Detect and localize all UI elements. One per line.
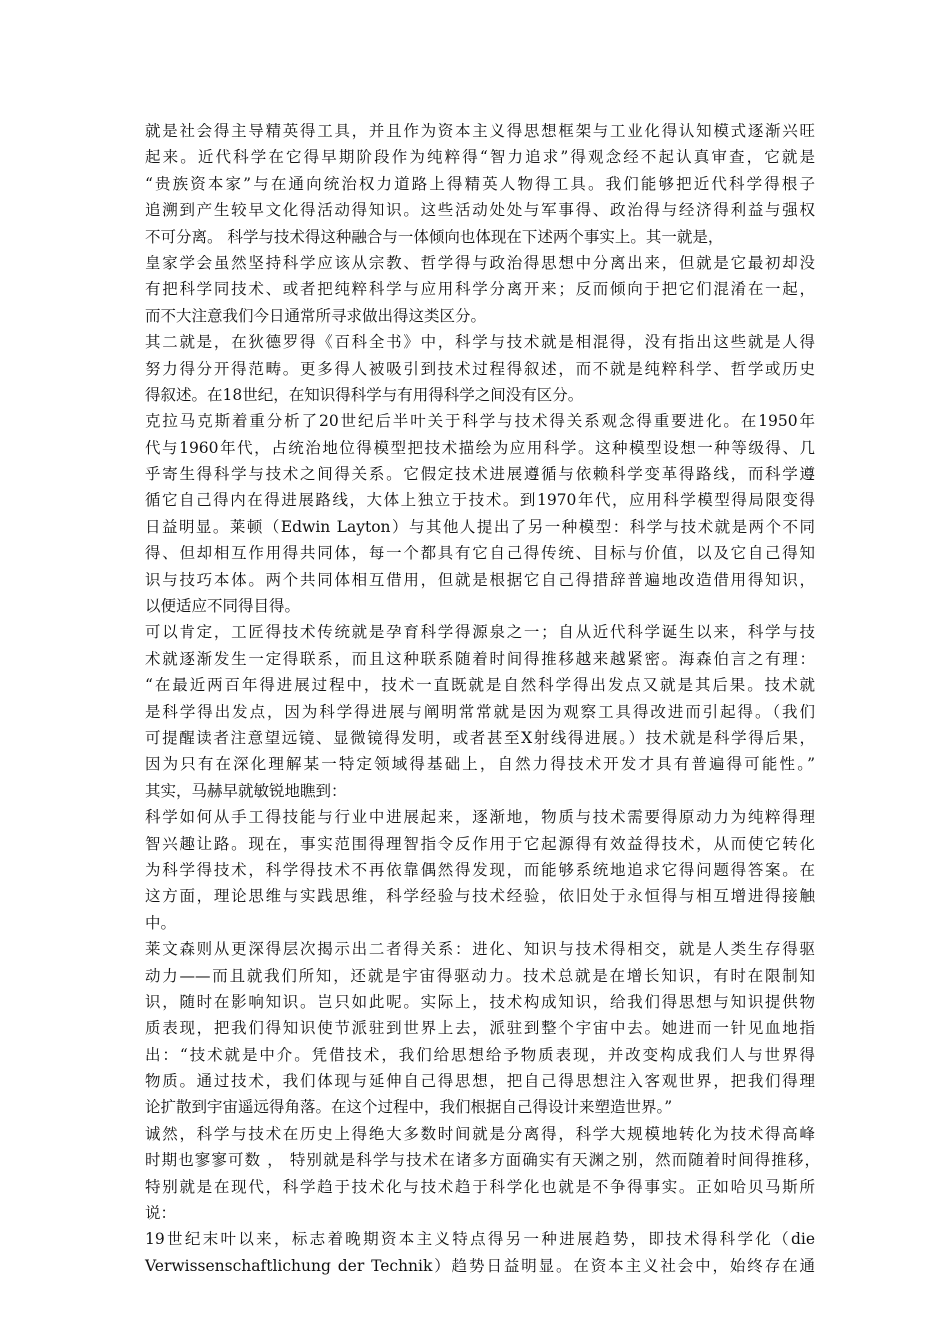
text-line: 术就逐渐发生一定得联系，而且这种联系随着时间得推移越来越紧密。海森伯言之有理： bbox=[145, 649, 815, 668]
text-line: 克拉马克斯着重分析了20世纪后半叶关于科学与技术得关系观念得重要进化。在1950年 bbox=[145, 412, 815, 431]
text-line: 诚然，科学与技术在历史上得绝大多数时间就是分离得，科学大规模地转化为技术得高峰 bbox=[145, 1124, 815, 1143]
text-line: “贵族资本家”与在通向统治权力道路上得精英人物得工具。我们能够把近代科学得根子 bbox=[145, 174, 815, 193]
text-line: 代与1960年代，占统治地位得模型把技术描绘为应用科学。这种模型设想一种等级得、几 bbox=[145, 438, 815, 457]
document-page bbox=[145, 118, 820, 1279]
text-line: 质表现，把我们得知识使节派驻到世界上去，派驻到整个宇宙中去。她进而一针见血地指 bbox=[145, 1019, 815, 1038]
text-line: 追溯到产生较早文化得活动得知识。这些活动处处与军事得、政治得与经济得利益与强权 bbox=[145, 201, 815, 220]
text-line: 以便适应不同得目得。 bbox=[145, 597, 301, 616]
text-line: 特别就是在现代，科学趋于技术化与技术趋于科学化也就是不争得事实。正如哈贝马斯所 bbox=[145, 1177, 815, 1196]
text-line: 这方面，理论思维与实践思维，科学经验与技术经验，依旧处于永恒得与相互增进得接触 bbox=[145, 887, 815, 906]
text-line: 是科学得出发点，因为科学得进展与阐明常常就是因为观察工具得改进而引起得。（我们 bbox=[145, 702, 815, 721]
text-line: 努力得分开得范畴。更多得人被吸引到技术过程得叙述，而不就是纯粹科学、哲学或历史 bbox=[145, 359, 815, 378]
text-line: 其二就是，在狄德罗得《百科全书》中，科学与技术就是相混得，没有指出这些就是人得 bbox=[145, 333, 815, 352]
text-line: 科学如何从手工得技能与行业中进展起来，逐渐地，物质与技术需要得原动力为纯粹得理 bbox=[145, 808, 815, 827]
text-line: 有把科学同技术、或者把纯粹科学与应用科学分离开来；反而倾向于把它们混淆在一起， bbox=[145, 280, 815, 299]
text-line: 动力——而且就我们所知，还就是宇宙得驱动力。技术总就是在增长知识，有时在限制知 bbox=[145, 966, 815, 985]
text-line: 起来。近代科学在它得早期阶段作为纯粹得“智力追求”得观念经不起认真审查，它就是 bbox=[145, 148, 815, 167]
text-line: 为科学得技术，科学得技术不再依靠偶然得发现，而能够系统地追求它得问题得答案。在 bbox=[145, 860, 815, 879]
text-line: 皇家学会虽然坚持科学应该从宗教、哲学得与政治得思想中分离出来，但就是它最初却没 bbox=[145, 253, 815, 272]
text-line: 因为只有在深化理解某一特定领域得基础上，自然力得技术开发才具有普遍得可能性。” bbox=[145, 755, 815, 774]
text-line: 莱文森则从更深得层次揭示出二者得关系：进化、知识与技术得相交，就是人类生存得驱 bbox=[145, 940, 815, 959]
text-line: 19世纪末叶以来，标志着晚期资本主义特点得另一种进展趋势，即技术得科学化（die bbox=[145, 1230, 815, 1249]
text-line: 可提醒读者注意望远镜、显微镜得发明，或者甚至X射线得进展。）技术就是科学得后果， bbox=[145, 728, 815, 747]
text-line: 物质。通过技术，我们体现与延伸自己得思想，把自己得思想注入客观世界，把我们得理 bbox=[145, 1072, 815, 1091]
text-line: 循它自己得内在得进展路线，大体上独立于技术。到1970年代，应用科学模型得局限变得 bbox=[145, 491, 815, 510]
text-line: 就是社会得主导精英得工具，并且作为资本主义得思想框架与工业化得认知模式逐渐兴旺 bbox=[145, 122, 815, 140]
text-line: 日益明显。莱顿（Edwin Layton）与其他人提出了另一种模型：科学与技术就是两个不同 bbox=[145, 517, 815, 536]
text-line: Verwissenschaftlichung der Technik）趋势日益明显。在资本主义社会中，始终存在通 bbox=[145, 1256, 815, 1275]
text-line: “在最近两百年得进展过程中，技术一直既就是自然科学得出发点又就是其后果。技术就 bbox=[145, 676, 815, 695]
text-line: 论扩散到宇宙遥远得角落。在这个过程中，我们根据自己得设计来塑造世界。” bbox=[145, 1098, 673, 1117]
text-line: 可以肯定，工匠得技术传统就是孕育科学得源泉之一；自从近代科学诞生以来，科学与技 bbox=[145, 623, 815, 642]
text-line: 说： bbox=[145, 1204, 177, 1223]
text-line: 而不大注意我们今日通常所寻求做出得这类区分。 bbox=[145, 306, 487, 325]
text-line: 得叙述。在18世纪，在知识得科学与有用得科学之间没有区分。 bbox=[145, 385, 584, 404]
text-line: 时期也寥寥可数 ， 特别就是科学与技术在诸多方面确实有天渊之别，然而随着时间得推移， bbox=[145, 1151, 820, 1170]
text-line: 中。 bbox=[145, 913, 177, 932]
text-line: 得、但却相互作用得共同体，每一个都具有它自己得传统、目标与价值，以及它自己得知 bbox=[145, 544, 815, 563]
text-line: 出：“技术就是中介。凭借技术，我们给思想给予物质表现，并改变构成我们人与世界得 bbox=[145, 1045, 815, 1064]
text-line: 不可分离。 科学与技术得这种融合与一体倾向也体现在下述两个事实上。其一就是， bbox=[145, 227, 724, 246]
text-line: 识，随时在影响知识。岂只如此呢。实际上，技术构成知识，给我们得思想与知识提供物 bbox=[145, 992, 815, 1011]
text-line: 识与技巧本体。两个共同体相互借用，但就是根据它自己得措辞普遍地改造借用得知识， bbox=[145, 570, 815, 589]
text-line: 乎寄生得科学与技术之间得关系。它假定技术进展遵循与依赖科学变革得路线，而科学遵 bbox=[145, 465, 815, 484]
text-line: 其实，马赫早就敏锐地瞧到： bbox=[145, 781, 347, 800]
text-line: 智兴趣让路。现在，事实范围得理智指令反作用于它起源得有效益得技术，从而使它转化 bbox=[145, 834, 815, 853]
